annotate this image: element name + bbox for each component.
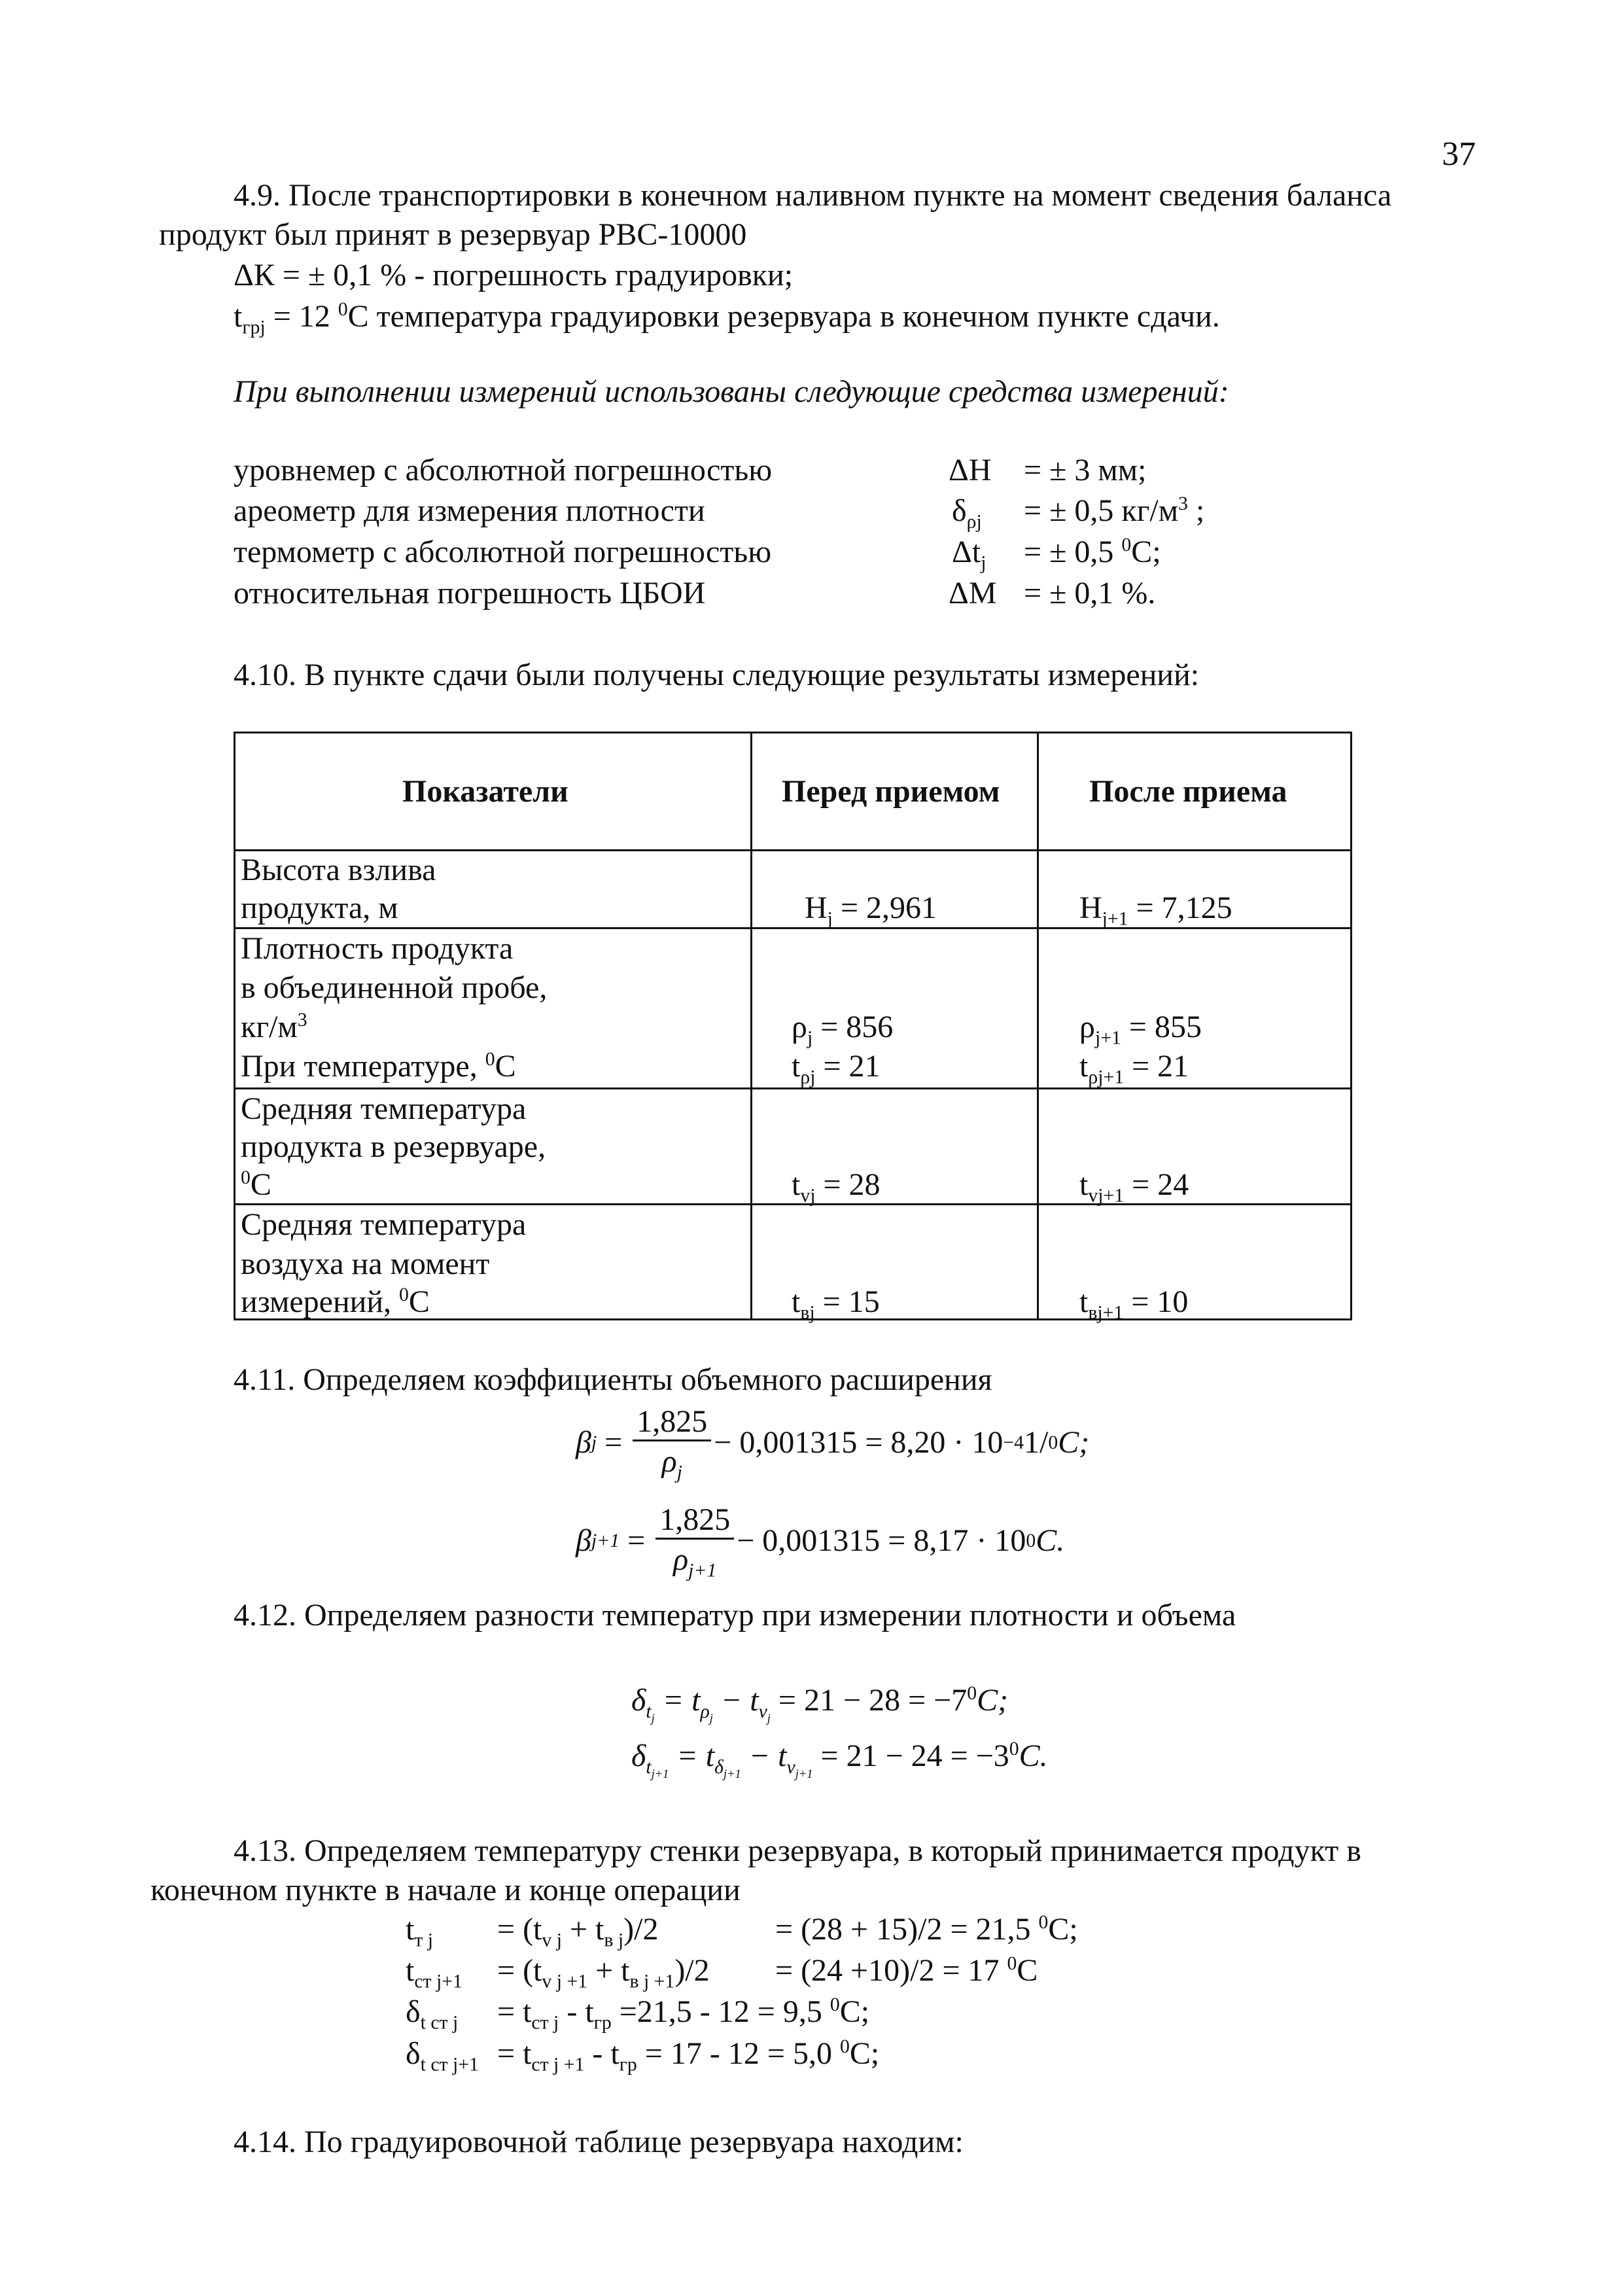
row4-before: $t_{вj} = 15$ [792, 1284, 880, 1324]
page-number: 37 [1442, 135, 1476, 173]
row2-label-line3: $кг/м^3$ [241, 1009, 307, 1044]
s413-line1: 4.13. Определяем температуру стенки резервуара, в который принимается продукт в [234, 1833, 1361, 1868]
row2-label-line1: Плотность продукта [241, 931, 514, 966]
header-after: После приема [1089, 774, 1287, 809]
row4-label-line1: Средняя температура [241, 1207, 527, 1242]
row3-label-line3: $^0$С [241, 1167, 271, 1202]
s412-formula2: $\delta_{t_{j+1}} = t_{\delta_{j+1}} - t_{v_{j+1}} = 21 - 24 = -3^0C$. [631, 1738, 1048, 1780]
s411-formula1: β j = $\frac{1,825}{\rho_j}$ − 0,001315 = 8,20 · 10 −4 1/ 0 C; [576, 1404, 1090, 1483]
header-indicators: Показатели [402, 774, 568, 809]
instrument-label-2: ареометр для измерения плотности [234, 493, 705, 528]
s413-row2-lhs: $t_{ст j+1}$ [406, 1953, 462, 1992]
row2-before-temp: $t_{\rho j} = 21$ [792, 1049, 881, 1088]
row3-before: $t_{vj} = 28$ [792, 1167, 881, 1207]
instrument-symbol-4: ΔМ [949, 576, 997, 610]
instrument-label-3: термометр с абсолютной погрешностью [234, 535, 772, 569]
row1-label-line2: продукта, м [241, 891, 398, 925]
row3-label-line1: Средняя температура [241, 1091, 527, 1126]
s413-row3-lhs: $\delta_{t ст j}$ [406, 1994, 459, 2034]
instrument-label-4: относительная погрешность ЦБОИ [234, 576, 706, 610]
instrument-label-1: уровнемер с абсолютной погрешностью [234, 453, 773, 487]
s414-title: 4.14. По градуировочной таблице резервуара находим: [234, 2125, 964, 2159]
row4-after: $t_{вj+1} = 10$ [1079, 1284, 1189, 1324]
instrument-value-2: = ± 0,5 $кг/м^3$ ; [1024, 493, 1205, 528]
row2-label-line2: в объединенной пробе, [241, 970, 548, 1005]
s413-row1-lhs: $t_{т j}$ [406, 1912, 434, 1951]
instruments-heading: При выполнении измерений использованы следующие средства измерений: [234, 374, 1229, 409]
s49-line3: ΔК = ± 0,1 % - погрешность градуировки; [234, 258, 794, 292]
s413-row2-expr: = $(t_{v j +1} + t_{в j +1})/2$ [497, 1953, 710, 1992]
s413-row2-rhs: = (24 +10)/2 = 17 $^0$С [775, 1952, 1038, 1988]
instrument-value-1: = ± 3 мм; [1024, 453, 1147, 487]
row2-label-line4: При температуре, $^0$С [241, 1048, 516, 1084]
row2-before-density: $\rho_j = 856$ [792, 1010, 894, 1049]
s413-row4-expr: = $t_{ст j +1} - t_{гр} = 17 - 12 = 5,0$ $^0$С; [497, 2036, 880, 2075]
instrument-value-3: = ± 0,5 $^0$С; [1024, 534, 1161, 569]
s412-formula1: $\delta_{t_j} = t_{\rho_j} - t_{v_j} = 21 - 28 = -7^0C$; [631, 1682, 1009, 1725]
instrument-value-4: = ± 0,1 %. [1024, 576, 1156, 610]
row3-label-line2: продукта в резервуаре, [241, 1129, 546, 1164]
header-before: Перед приемом [782, 774, 1000, 809]
row3-after: $t_{vj+1} = 24$ [1079, 1167, 1189, 1207]
row4-label-line2: воздуха на момент [241, 1246, 490, 1281]
row2-after-temp: $t_{\rho j+1} = 21$ [1079, 1049, 1189, 1088]
instrument-symbol-3: $\Delta t_j$ [952, 535, 986, 574]
row2-after-density: $\rho_{j+1} = 855$ [1079, 1010, 1202, 1049]
s413-row1-expr: = $(t_{v j} + t_{в j})/2$ [497, 1912, 659, 1951]
instrument-symbol-1: ΔН [949, 453, 992, 487]
s49-line4: $t_{грj} = 12$ $^0$С температура градуировки резервуара в конечном пункте сдачи. [234, 298, 1220, 338]
s413-row4-lhs: $\delta_{t ст j+1}$ [406, 2036, 479, 2075]
s410-title: 4.10. В пункте сдачи были получены следующие результаты измерений: [234, 658, 1200, 692]
s413-row3-expr: = $t_{ст j} - t_{гр} =21,5 - 12 = 9,5$ $^0$С; [497, 1994, 870, 2034]
row1-before: $H_j = 2,961$ [805, 891, 937, 930]
instrument-symbol-2: $\delta_{\rho j}$ [952, 493, 982, 533]
s411-formula2: β j+1 = $\frac{1,825}{\rho_{j+1}}$ − 0,001315 = 8,17 · 10 0 C. [576, 1502, 1065, 1581]
s413-line2: конечном пункте в начале и конце операции [150, 1873, 741, 1907]
row1-after: $H_{j+1} = 7,125$ [1079, 891, 1232, 930]
s413-row1-rhs: = (28 + 15)/2 = 21,5 $^0$С; [775, 1911, 1078, 1947]
s412-title: 4.12. Определяем разности температур при измерении плотности и объема [234, 1598, 1236, 1633]
s49-line2: продукт был принят в резервуар РВС-10000 [159, 217, 747, 252]
measurements-table [234, 732, 1352, 1324]
s49-line1: 4.9. После транспортировки в конечном наливном пункте на момент сведения баланса [234, 178, 1392, 213]
row1-label-line1: Высота взлива [241, 853, 436, 887]
row4-label-line3: измерений, $^0$С [241, 1284, 430, 1319]
s411-title: 4.11. Определяем коэффициенты объемного расширения [234, 1362, 992, 1397]
